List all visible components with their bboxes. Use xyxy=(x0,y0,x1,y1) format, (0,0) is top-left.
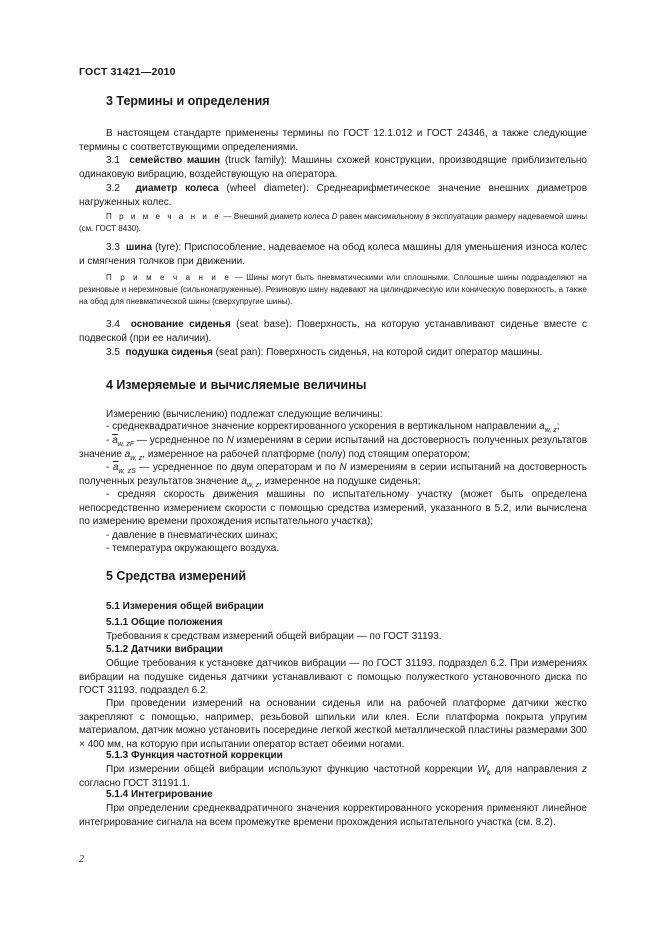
item-text-2: измерениям в серии испытаний на достоверность полученных результатов значение xyxy=(79,462,587,487)
item-text-3: , измеренное на подушке сиденья; xyxy=(259,475,421,487)
list-item xyxy=(79,461,587,488)
bullet: - xyxy=(106,462,113,473)
symbol: $\overline{a}$ xyxy=(112,435,118,446)
note-text-2: равен максимальному в эксплуатации размеру надеваемой шины (см. ГОСТ 8430). xyxy=(79,212,588,233)
item-text-3: , измеренное на рабочей платформе (полу) под стоящим оператором; xyxy=(142,448,471,460)
list-item: - давление в пневматических шинах; xyxy=(106,530,278,541)
subscript: k xyxy=(486,770,491,777)
symbol: a xyxy=(124,448,131,460)
note-3-2 xyxy=(79,211,587,235)
symbol: a xyxy=(539,421,545,432)
paragraph-5-1-4: При определении среднеквадратичного значения корректированного ускорения применяют линейное интегрирование сигнала на всем промежутке времени прохождения испытательного участка (см. 8.2). xyxy=(79,803,587,828)
note-label: П р и м е ч а н и е xyxy=(106,212,222,221)
term-name: семейство машин xyxy=(129,155,221,166)
term-name: диаметр колеса xyxy=(135,183,219,194)
term-3-1 xyxy=(79,154,587,181)
subscript: w, z xyxy=(130,454,143,462)
note-text: — Шины могут быть пневматическими или сплошными. Сплошные шины подразделяют на резиновые и нерезиновые (сильнонагруженные). Резиновую шину надевают на цилиндрическую или коническую поверхность, а также на обод для пневматической шины (сверхупругие шины). xyxy=(79,273,588,306)
section-5-title: 5 Средства измерений xyxy=(106,569,247,583)
note-text: — Внешний диаметр колеса xyxy=(221,212,332,221)
symbol: W xyxy=(477,764,487,775)
note-symbol: D xyxy=(331,212,338,221)
subsection-5-1-3: 5.1.3 Функция частотной коррекции xyxy=(106,750,283,761)
note-3-3 xyxy=(79,272,587,308)
term-definition: (wheel diameter): Среднеарифметическое значение внешних диаметров нагруженных колес. xyxy=(79,183,588,208)
term-name: основание сиденья xyxy=(130,319,231,330)
symbol: $\overline{a}$ xyxy=(112,462,119,473)
paragraph-5-1-1: Требования к средствам измерений общей вибрации — по ГОСТ 31193. xyxy=(106,631,442,642)
term-3-4 xyxy=(79,318,587,345)
term-3-3 xyxy=(79,241,587,268)
bullet: - xyxy=(106,435,113,446)
term-definition: (seat base): Поверхность, на которую устанавливают сиденье вместе с подвеской (при ее наличии). xyxy=(79,319,587,344)
sec3-intro: В настоящем стандарте применены термины по ГОСТ 12.1.012 и ГОСТ 24346, а также следующие термины с соответствующими определениями. xyxy=(79,128,587,153)
subscript: w, zF xyxy=(117,441,135,448)
document-header: ГОСТ 31421—2010 xyxy=(79,66,176,78)
para-text-3: согласно ГОСТ 31191.1. xyxy=(79,777,190,789)
term-number: 3.3 xyxy=(106,242,120,253)
item-text: — усредненное по двум операторам и по xyxy=(135,462,340,473)
term-number: 3.1 xyxy=(106,155,120,166)
paragraph-5-1-2a: Общие требования к установке датчиков вибрации — по ГОСТ 31193, подраздел 6.2. При измерениях вибрации на подушке сиденья датчики устанавливают с помощью полужесткого установочного диска по ГОСТ 31193, подраздел 6.2. xyxy=(79,658,587,697)
page-number: 2 xyxy=(79,854,84,865)
paragraph-5-1-3 xyxy=(79,763,587,790)
paragraph-5-1-2b: При проведении измерений на основании сиденья или на рабочей платформе датчики жестко закрепляют с помощью, например, резьбовой шпильки или клея. Если платформа покрыта упругим материалом, датчик можно установить посередине легкой жесткой металлической пластины размерами 300 × 400 мм, на которую при испытании оператор встает обеими ногами. xyxy=(79,698,587,750)
term-definition: (seat pan): Поверхность сиденья, на которой сидит оператор машины. xyxy=(212,347,543,358)
section-3-title: 3 Термины и определения xyxy=(106,94,270,108)
list-item xyxy=(79,434,587,461)
subscript: w, z xyxy=(246,481,260,489)
subsection-5-1: 5.1 Измерения общей вибрации xyxy=(106,601,264,612)
list-item: - средняя скорость движения машины по испытательному участку (может быть определена непосредственно измерением скорости с помощью средства измерений, указанного в 5.2, или вычислена по измерению времени прохождения испытательного участка); xyxy=(79,489,587,528)
term-name: шина xyxy=(126,242,153,253)
term-3-2 xyxy=(79,182,587,209)
item-text-2: измерениям в серии испытаний на достоверность полученных результатов значение xyxy=(79,435,588,460)
list-item xyxy=(79,420,587,434)
term-definition: (tyre): Приспособление, надеваемое на обод колеса машины для уменьшения износа колес и смягчения толчков при движении. xyxy=(79,242,587,267)
item-text: — усредненное по xyxy=(134,435,227,446)
term-number: 3.4 xyxy=(106,319,120,330)
para-text: При измерении общей вибрации используют функцию частотной коррекции xyxy=(106,764,478,775)
symbol-n: N xyxy=(226,435,234,446)
subsection-5-1-2: 5.1.2 Датчики вибрации xyxy=(106,644,224,655)
direction-symbol: z xyxy=(582,764,588,775)
symbol-n: N xyxy=(339,462,347,473)
item-end: ; xyxy=(556,421,560,432)
list-item: - температура окружающего воздуха. xyxy=(106,543,280,554)
subscript: w, z xyxy=(544,427,557,434)
term-number: 3.5 xyxy=(106,347,120,358)
symbol: a xyxy=(241,475,247,487)
term-number: 3.2 xyxy=(106,183,120,194)
para-text-2: для направления xyxy=(490,764,583,775)
subscript: w, zS xyxy=(118,468,136,475)
item-text: - среднеквадратичное значение корректированного ускорения в вертикальном направлении xyxy=(106,421,540,432)
section-4-title: 4 Измеряемые и вычисляемые величины xyxy=(106,378,367,392)
subsection-5-1-1: 5.1.1 Общие положения xyxy=(106,617,223,628)
note-label: П р и м е ч а н и е xyxy=(106,273,232,282)
sec4-intro: Измерению (вычислению) подлежат следующие величины: xyxy=(106,409,383,420)
subsection-5-1-4: 5.1.4 Интегрирование xyxy=(106,789,213,800)
term-name: подушка сиденья xyxy=(125,347,213,358)
term-3-5 xyxy=(79,346,587,360)
term-definition: (truck family): Машины схожей конструкции, производящие приблизительно одинаковую вибрацию, воздействующую на оператора. xyxy=(79,155,587,180)
